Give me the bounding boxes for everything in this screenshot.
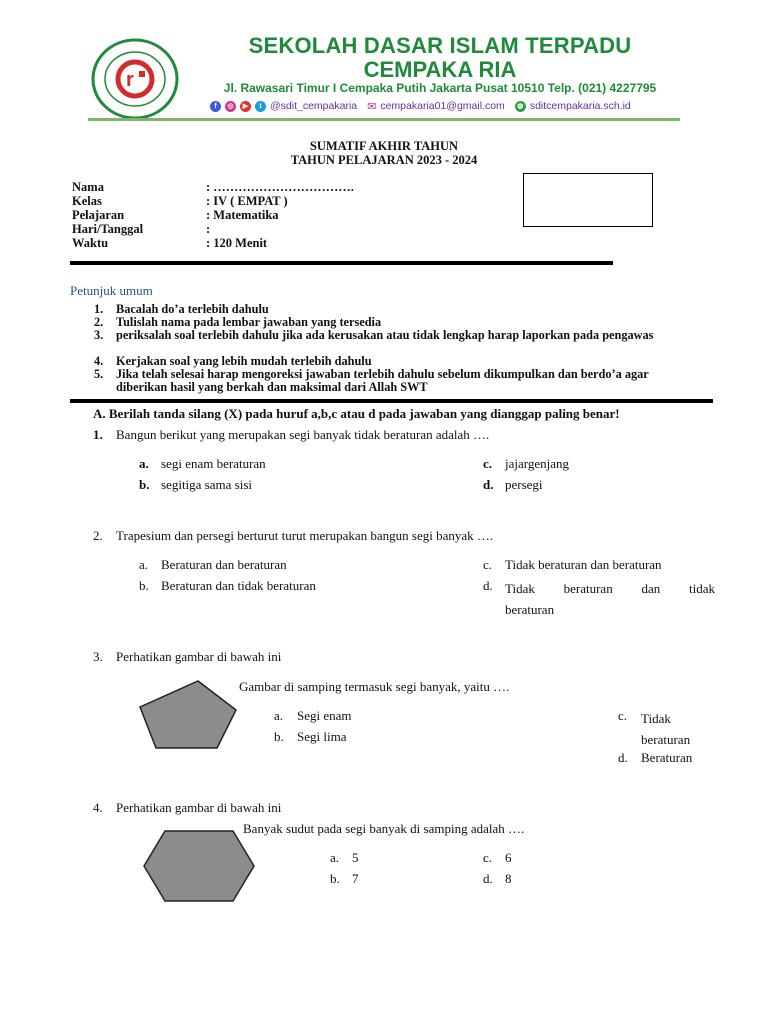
- instructions-divider: [70, 399, 713, 403]
- instruction-text: Bacalah do’a terlebih dahulu: [116, 302, 269, 316]
- question-subtext: Gambar di samping termasuk segi banyak, yaitu ….: [239, 679, 510, 694]
- facebook-icon: f: [210, 101, 221, 112]
- instruction-text: periksalah soal terlebih dahulu jika ada kerusakan atau tidak lengkap harap laporkan pada pengawas: [116, 328, 654, 342]
- option-letter[interactable]: c.: [618, 708, 628, 723]
- option-letter[interactable]: c.: [483, 557, 493, 572]
- option-letter[interactable]: d.: [483, 871, 493, 886]
- email-icon: ✉: [367, 100, 377, 113]
- option-letter[interactable]: b.: [330, 871, 340, 886]
- option-text[interactable]: segitiga sama sisi: [161, 477, 252, 492]
- question-text: Perhatikan gambar di bawah ini: [116, 649, 282, 664]
- option-text[interactable]: Tidak beraturan dan beraturan: [505, 557, 662, 572]
- option-text[interactable]: segi enam beraturan: [161, 456, 266, 471]
- letterhead-divider: [88, 118, 680, 121]
- option-text[interactable]: jajargenjang: [505, 456, 570, 471]
- option-letter[interactable]: d.: [618, 750, 628, 765]
- instruction-number: 4.: [94, 354, 104, 368]
- school-address: Jl. Rawasari Timur I Cempaka Putih Jakarta Pusat 10510 Telp. (021) 4227795: [223, 81, 657, 95]
- hexagon-figure: [143, 830, 255, 902]
- field-label-pelajaran: Pelajaran: [72, 208, 125, 222]
- svg-text:r: r: [126, 69, 134, 91]
- question-number: 2.: [93, 528, 103, 543]
- field-label-kelas: Kelas: [72, 194, 102, 208]
- pentagon-figure: [138, 680, 238, 750]
- section-a-heading: A. Berilah tanda silang (X) pada huruf a,b,c atau d pada jawaban yang dianggap paling benar!: [93, 406, 620, 421]
- option-letter[interactable]: b.: [274, 729, 284, 744]
- option-text[interactable]: 7: [352, 871, 359, 886]
- option-text[interactable]: Tidak beraturan dan tidak beraturan: [505, 581, 715, 617]
- option-text[interactable]: Segi lima: [297, 729, 347, 744]
- question-subtext: Banyak sudut pada segi banyak di samping adalah ….: [243, 821, 525, 836]
- youtube-icon: ▶: [240, 101, 251, 112]
- option-text[interactable]: 8: [505, 871, 512, 886]
- question-number: 3.: [93, 649, 103, 664]
- twitter-icon: t: [255, 101, 266, 112]
- question-number: 4.: [93, 800, 103, 815]
- instruction-number: 2.: [94, 315, 104, 329]
- field-value-kelas: : IV ( EMPAT ): [206, 194, 288, 208]
- question-number: 1.: [93, 427, 103, 442]
- option-text[interactable]: 5: [352, 850, 359, 865]
- option-letter[interactable]: a.: [139, 557, 149, 572]
- school-name-line1: SEKOLAH DASAR ISLAM TERPADU: [248, 33, 632, 58]
- question-text: Bangun berikut yang merupakan segi banyak tidak beraturan adalah ….: [116, 427, 490, 442]
- option-text[interactable]: Beraturan dan beraturan: [161, 557, 287, 572]
- option-letter[interactable]: d.: [483, 578, 493, 593]
- school-logo: [90, 38, 180, 120]
- email-address: cempakaria01@gmail.com: [380, 100, 505, 112]
- field-value-nama: : …………………………….: [206, 180, 354, 194]
- question-text: Perhatikan gambar di bawah ini: [116, 800, 282, 815]
- field-value-hari-tanggal: :: [206, 222, 211, 236]
- field-value-pelajaran: : Matematika: [206, 208, 279, 222]
- field-label-waktu: Waktu: [72, 236, 109, 250]
- option-letter[interactable]: b.: [139, 477, 150, 492]
- field-label-nama: Nama: [72, 180, 104, 194]
- school-name-line2: CEMPAKA RIA: [363, 57, 517, 82]
- instruction-text: Jika telah selesai harap mengoreksi jawaban terlebih dahulu sebelum dikumpulkan dan berdo’a agar diberikan hasil yang berkah dan maksimal dari Allah SWT: [116, 367, 649, 394]
- option-letter[interactable]: a.: [274, 708, 284, 723]
- instruction-text: Kerjakan soal yang lebih mudah terlebih dahulu: [116, 354, 372, 368]
- option-letter[interactable]: c.: [483, 850, 493, 865]
- globe-icon: ◍: [515, 101, 526, 112]
- social-handle: @sdit_cempakaria: [270, 100, 358, 112]
- option-text[interactable]: Beraturan: [641, 750, 693, 765]
- option-text[interactable]: persegi: [505, 477, 543, 492]
- option-letter[interactable]: d.: [483, 477, 494, 492]
- option-text[interactable]: Tidak beraturan: [641, 711, 691, 747]
- exam-year: TAHUN PELAJARAN 2023 - 2024: [290, 153, 478, 167]
- instructions-heading: Petunjuk umum: [70, 283, 153, 298]
- contact-row: [210, 98, 680, 114]
- header-divider: [70, 261, 613, 265]
- instruction-number: 3.: [94, 328, 104, 342]
- option-letter[interactable]: c.: [483, 456, 493, 471]
- option-text[interactable]: Beraturan dan tidak beraturan: [161, 578, 316, 593]
- website: sditcempakaria.sch.id: [529, 100, 631, 112]
- score-box[interactable]: [523, 173, 653, 227]
- instruction-text: Tulislah nama pada lembar jawaban yang tersedia: [116, 315, 382, 329]
- option-text[interactable]: Segi enam: [297, 708, 352, 723]
- instruction-number: 5.: [94, 367, 104, 381]
- exam-title: SUMATIF AKHIR TAHUN: [309, 139, 459, 153]
- instagram-icon: ◎: [225, 101, 236, 112]
- field-label-hari-tanggal: Hari/Tanggal: [72, 222, 144, 236]
- option-letter[interactable]: a.: [330, 850, 340, 865]
- option-text[interactable]: 6: [505, 850, 512, 865]
- instruction-number: 1.: [94, 302, 104, 316]
- option-letter[interactable]: b.: [139, 578, 149, 593]
- field-value-waktu: : 120 Menit: [206, 236, 268, 250]
- option-letter[interactable]: a.: [139, 456, 149, 471]
- question-text: Trapesium dan persegi berturut turut merupakan bangun segi banyak ….: [116, 528, 494, 543]
